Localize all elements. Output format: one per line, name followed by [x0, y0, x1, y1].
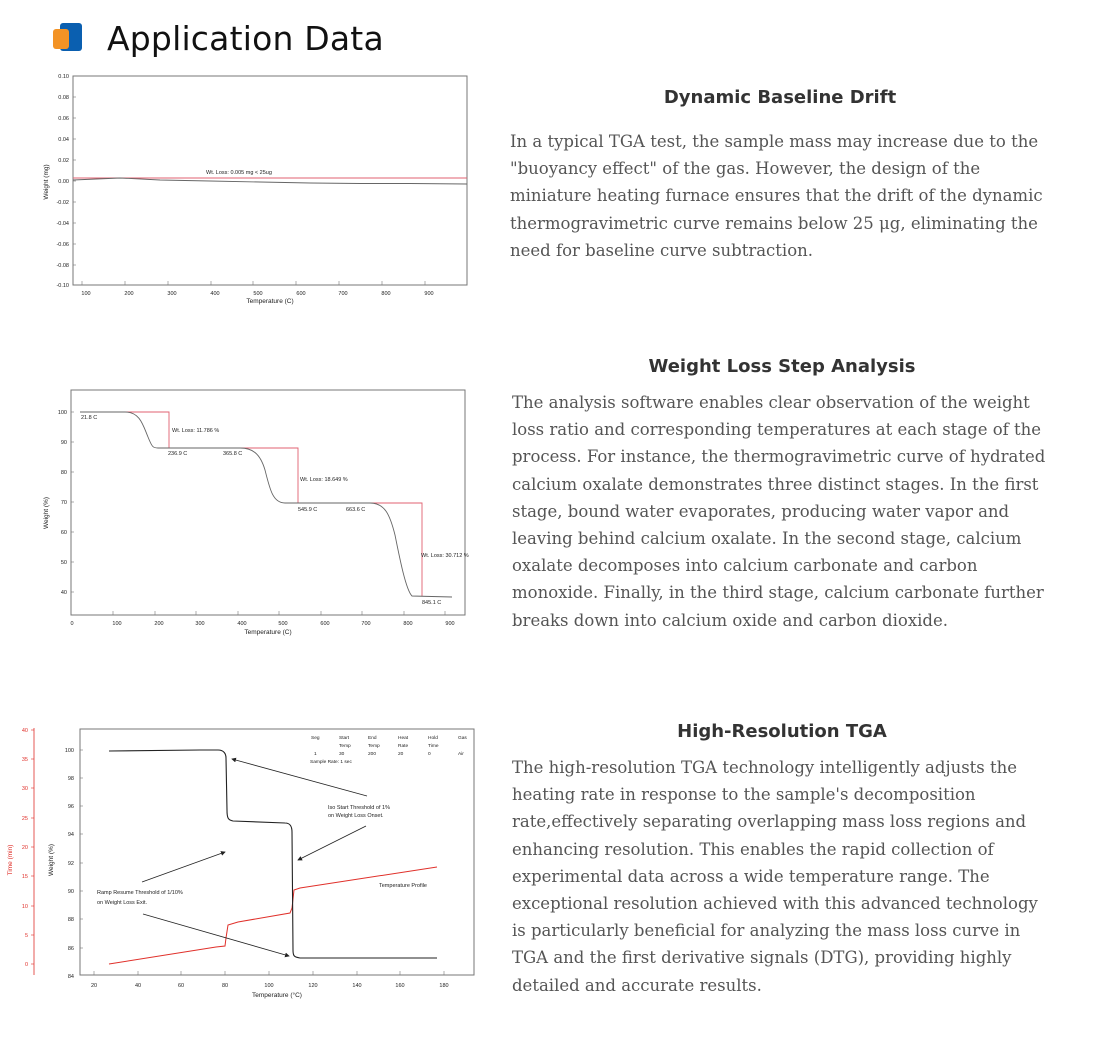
x-tick: 600	[296, 291, 306, 297]
y-tick: 0.08	[58, 95, 69, 101]
y-tick: 98	[67, 776, 74, 782]
x-tick: 700	[361, 621, 371, 627]
x-axis-ticks	[70, 621, 454, 627]
x-tick: 700	[338, 291, 348, 297]
sample-rate-note: Sample Rate: 1 sec	[310, 760, 352, 765]
y-axis-label: Weight (mg)	[43, 164, 50, 200]
x-tick: 300	[167, 291, 177, 297]
y-axis-label: Weight (%)	[48, 843, 55, 877]
x-tick: 140	[352, 983, 362, 989]
table-header: Seg	[311, 736, 320, 741]
y-tick: 0.02	[58, 158, 69, 164]
y-tick: 88	[67, 917, 74, 923]
section-body: In a typical TGA test, the sample mass may increase due to the "buoyancy effect" of the gas. However, the design of the miniature heating furnace ensures that the drift of the dynamic thermogravimetric curve remains below 25 μg, eliminating the need for baseline curve subtraction.	[510, 132, 1043, 260]
y-tick: 60	[60, 530, 67, 536]
table-cell: 30	[339, 752, 345, 757]
x-tick: 800	[403, 621, 413, 627]
table-header: Temp	[368, 744, 380, 749]
x-tick: 100	[81, 291, 91, 297]
x-axis-label: Temperature (C)	[246, 298, 294, 305]
annotation-label: 545.9 C	[298, 507, 318, 513]
section-high-resolution-tga	[512, 721, 1052, 1015]
y2-tick: 35	[21, 757, 28, 763]
y-tick: 0.10	[58, 74, 69, 80]
annotation-label: 236.9 C	[168, 451, 188, 457]
annotation-iso-start: Iso Start Threshold of 1%	[328, 805, 390, 811]
table-cell: 200	[368, 752, 377, 757]
section-title: Dynamic Baseline Drift	[663, 87, 897, 108]
y2-tick: 0	[24, 962, 28, 968]
y2-tick: 25	[21, 816, 28, 822]
x-tick: 200	[124, 291, 134, 297]
y-tick: -0.06	[56, 242, 69, 248]
y-axis-ticks	[56, 74, 69, 289]
weight-loss-step-chart	[40, 385, 480, 640]
baseline-drift-chart	[40, 70, 480, 315]
x-tick: 60	[177, 983, 185, 989]
x-tick: 400	[210, 291, 220, 297]
x-tick: 500	[278, 621, 288, 627]
x-tick: 100	[264, 983, 274, 989]
table-header: Start	[339, 736, 350, 741]
section-title: High-Resolution TGA	[677, 721, 887, 742]
y-tick: 96	[67, 804, 74, 810]
annotation-label: 21.8 C	[81, 415, 98, 421]
annotation-label: Wt. Loss: 18.649 %	[300, 477, 348, 483]
y-tick: -0.02	[56, 200, 69, 206]
annotation-label: 845.1 C	[422, 600, 442, 606]
annotation-label: 365.8 C	[223, 451, 243, 457]
x-tick: 500	[253, 291, 263, 297]
y-tick: 0.00	[58, 179, 69, 185]
y2-tick: 10	[21, 904, 28, 910]
table-cell: 1	[314, 752, 317, 757]
x-tick: 100	[112, 621, 122, 627]
x-tick: 180	[439, 983, 449, 989]
table-header: Time	[428, 744, 439, 749]
annotation-iso-start-2: on Weight Loss Onset.	[328, 813, 384, 819]
y-tick: 86	[67, 946, 74, 952]
y-tick: 84	[67, 974, 74, 980]
y-tick: 0.04	[58, 137, 69, 143]
annotation-temperature-profile: Temperature Profile	[379, 883, 427, 889]
y-tick: -0.10	[56, 283, 69, 289]
x-tick: 40	[134, 983, 142, 989]
logo-orange-block	[53, 29, 69, 49]
x-tick: 800	[381, 291, 391, 297]
high-resolution-tga-plot	[0, 720, 480, 1010]
table-header: End	[368, 736, 377, 741]
y-tick: -0.08	[56, 263, 69, 269]
y-axis-ticks	[58, 410, 67, 596]
page-header	[52, 16, 384, 60]
y-tick: 100	[64, 748, 74, 754]
y-tick: 92	[67, 861, 74, 867]
weight-loss-step-plot	[40, 385, 480, 640]
y-axis-ticks	[65, 748, 74, 980]
x-tick: 300	[195, 621, 205, 627]
annotation-ramp-resume-2: on Weight Loss Exit.	[97, 900, 148, 906]
y-tick: 80	[60, 470, 67, 476]
section-body: The high-resolution TGA technology intelligently adjusts the heating rate in response to the sample's decomposition rate,effectively separating overlapping mass loss regions and enhancing resolution. This enables the rapid collection of experimental data across a wide temperature range. The exceptional resolution achieved with this advanced technology is particularly beneficial for analyzing the mass loss curve in TGA and the first derivative signals (DTG), providing highly detailed and accurate results.	[512, 758, 1038, 995]
y-tick: 40	[60, 590, 67, 596]
table-header: Heat	[398, 736, 409, 741]
table-cell: 0	[428, 752, 431, 757]
x-tick: 0	[70, 621, 74, 627]
y-tick: -0.04	[56, 221, 69, 227]
time-axis-label: Time (min)	[7, 844, 14, 876]
high-resolution-tga-chart	[0, 720, 480, 1010]
table-header: Gas	[458, 736, 467, 741]
x-axis-ticks	[81, 291, 433, 297]
section-baseline-drift	[510, 87, 1050, 281]
y-axis-label: Weight (%)	[43, 496, 50, 530]
table-header: Temp	[339, 744, 351, 749]
x-tick: 400	[237, 621, 247, 627]
page-title: Application Data	[107, 18, 384, 58]
y-tick: 100	[57, 410, 67, 416]
y2-tick: 30	[21, 786, 28, 792]
x-axis-label: Temperature (C)	[244, 629, 292, 636]
annotation-label: 663.6 C	[346, 507, 366, 513]
y-tick: 90	[67, 889, 74, 895]
y-tick: 90	[60, 440, 67, 446]
section-body: The analysis software enables clear observation of the weight loss ratio and corresponding temperatures at each stage of the process. For instance, the thermogravimetric curve of hydrated calcium oxalate demonstrates three distinct stages. In the first stage, bound water evaporates, producing water vapor and leaving behind calcium oxalate. In the second stage, calcium oxalate decomposes into calcium carbonate and carbon monoxide. Finally, in the third stage, calcium carbonate further breaks down into calcium oxide and carbon dioxide.	[512, 393, 1046, 630]
annotation-label: Wt. Loss: 30.712 %	[421, 553, 469, 559]
y2-tick: 20	[21, 845, 28, 851]
annotation-label: Wt. Loss: 11.786 %	[172, 428, 220, 434]
x-tick: 900	[445, 621, 455, 627]
x-tick: 600	[320, 621, 330, 627]
section-weight-loss-step	[512, 356, 1052, 650]
y-tick: 94	[67, 832, 74, 838]
y-tick: 0.06	[58, 116, 69, 122]
table-header: Rate	[398, 744, 409, 749]
x-tick: 200	[154, 621, 164, 627]
x-tick: 80	[221, 983, 229, 989]
baseline-drift-plot	[40, 70, 480, 315]
brand-logo-icon	[52, 23, 84, 53]
y2-tick: 5	[24, 933, 28, 939]
x-axis-label: Temperature (°C)	[252, 992, 302, 999]
y2-tick: 40	[21, 728, 28, 734]
time-axis-ticks	[22, 728, 28, 968]
table-header: Hold	[428, 736, 438, 741]
x-tick: 120	[308, 983, 318, 989]
x-tick: 20	[90, 983, 98, 989]
table-cell: Air	[458, 752, 464, 757]
x-tick: 900	[424, 291, 434, 297]
wt-loss-annotation: Wt. Loss: 0.005 mg < 25ug	[206, 170, 272, 176]
table-cell: 20	[398, 752, 404, 757]
annotation-ramp-resume: Ramp Resume Threshold of 1/10%	[97, 890, 183, 896]
y2-tick: 15	[21, 874, 28, 880]
y-tick: 70	[60, 500, 67, 506]
x-axis-ticks	[91, 983, 449, 989]
section-title: Weight Loss Step Analysis	[648, 356, 916, 377]
y-tick: 50	[60, 560, 67, 566]
x-tick: 160	[395, 983, 405, 989]
